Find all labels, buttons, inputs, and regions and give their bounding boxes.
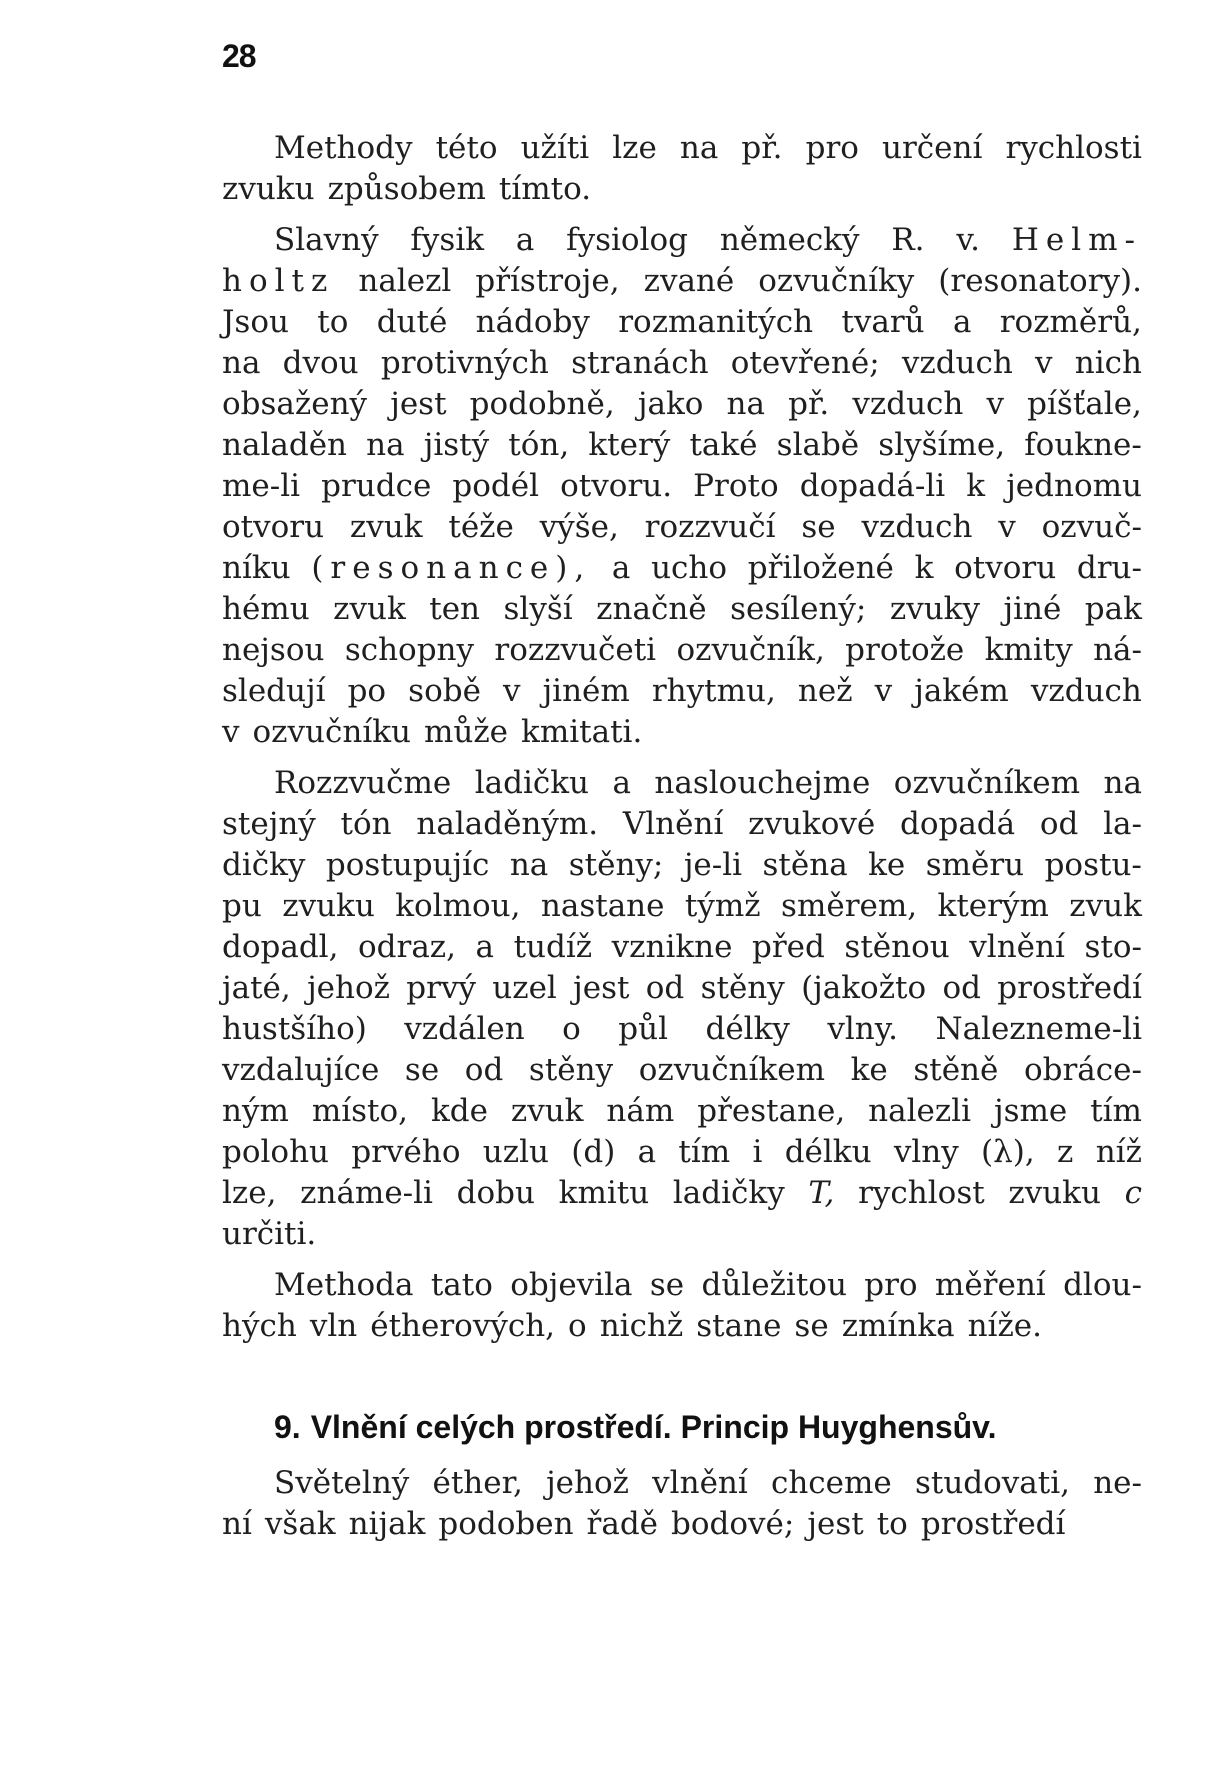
word: tím [678,1134,731,1170]
word: téže [448,509,514,545]
word: Helm- [1011,222,1142,258]
page-body [222,128,1142,1545]
word: Nalezneme-li [935,1011,1142,1047]
text-line [222,261,1142,302]
word: Methoda [274,1267,414,1303]
word: se [801,509,836,545]
word: jako [637,386,704,422]
word: zvuku [282,888,375,924]
word: naslouchejme [654,765,871,801]
word: nalezli [868,1093,972,1129]
word: měření [934,1267,1046,1303]
word: sobě [408,673,481,709]
word: tón [340,806,392,842]
word: značně [596,591,707,627]
word: zvukové [748,806,876,842]
word: ní [222,1506,252,1542]
word: v [502,673,521,709]
text-line [222,1306,1142,1347]
word: ladičky [672,1175,785,1211]
word: otevřené; [730,345,880,381]
word: níku [222,550,291,586]
word: hému [222,591,310,627]
word: jehož [307,970,390,1006]
paragraph [222,1265,1142,1347]
word: zmínka [841,1308,955,1344]
word: nejsou [222,632,325,668]
word: přiložené [747,550,894,586]
word: nijak [348,1506,426,1542]
text-line [222,1463,1142,1504]
word: způsobem [327,171,486,207]
word: rozzvučí [644,509,776,545]
text-line [222,845,1142,886]
text-line [222,507,1142,548]
word: určiti. [222,1216,317,1252]
word: polohu [222,1134,330,1170]
word: jiné [1003,591,1062,627]
word: v [222,714,240,750]
word: z [1057,1134,1074,1170]
word: prostředí [997,970,1142,1006]
text-line [222,804,1142,845]
text-line [222,763,1142,804]
word: zvuky [889,591,980,627]
word: ozvučník, [676,632,825,668]
word: schopny [344,632,475,668]
word: kde [430,1093,488,1129]
word: ten [429,591,481,627]
word: pro [864,1267,918,1303]
word: protože [845,632,965,668]
word: lze, [222,1175,277,1211]
text-line [222,343,1142,384]
word: vln [309,1308,358,1344]
word: v [998,509,1016,545]
word: (λ), [981,1134,1035,1170]
word: kterým [937,888,1049,924]
word: vzdalujíce [222,1052,380,1088]
word: stane [696,1308,782,1344]
word: v [1035,345,1053,381]
word: o [568,1308,587,1344]
word: německý [719,222,860,258]
word: vlny. [827,1011,898,1047]
word: pu [222,888,262,924]
word: bodové; [671,1506,795,1542]
word: také [689,427,758,463]
paragraph-gap [222,210,1142,220]
word: zvuk [510,1093,584,1129]
word: ke [850,1052,888,1088]
word: v [874,673,893,709]
word: rychlost [858,1175,985,1211]
word: je-li [683,847,743,883]
text-line [222,1214,1142,1255]
text-line [222,128,1142,169]
word: na [366,427,405,463]
paragraph [222,1463,1142,1545]
word: zvané [643,263,735,299]
word: se [794,1308,829,1344]
word: přestane, [697,1093,846,1129]
text-line [222,671,1142,712]
text-line [222,712,1142,753]
word: hustšího) [222,1011,367,1047]
word: řadě [586,1506,659,1542]
paragraph-gap [222,753,1142,763]
word: níže. [967,1308,1042,1344]
word: od [1039,806,1079,842]
word: rozměrů, [999,304,1142,340]
word: kmitati. [521,714,643,750]
text-line [222,1009,1142,1050]
word: dopadá-li [799,468,946,504]
page-number: 28 [222,38,256,74]
word: v [986,386,1005,422]
word: půl [618,1011,669,1047]
word: vznikne [611,929,733,965]
word: tímto. [498,171,592,207]
word: foukne- [1024,427,1142,463]
word: na [222,345,261,381]
word: tvarů [841,304,925,340]
paragraphs [222,128,1142,1347]
word: prostředí [920,1506,1066,1542]
word: uzlu [482,1134,549,1170]
word: kmity [984,632,1073,668]
word: podoben [438,1506,574,1542]
paragraph [222,128,1142,210]
word: na [1103,765,1142,801]
word: vzdálen [404,1011,525,1047]
word: a [475,929,495,965]
text-line [222,466,1142,507]
word: týmž [684,888,761,924]
word: ozvučníkem [893,765,1081,801]
word: dičky [222,847,306,883]
word: a [637,1134,657,1170]
word: dlou- [1063,1267,1142,1303]
word: na [679,130,719,166]
word: píšťale, [1027,386,1142,422]
text-line [222,886,1142,927]
word: stěny [700,970,785,1006]
word: jistý [423,427,490,463]
word: rychlosti [1005,130,1142,166]
text-line [222,548,1142,589]
text-line [222,1132,1142,1173]
word: prudce [321,468,432,504]
word: než [797,673,853,709]
word: duté [376,304,448,340]
word: tím [1090,1093,1142,1129]
word: jest [390,386,447,422]
word: zvuku [222,171,315,207]
section-title: Vlnění celých prostředí. Princip Huyghensův. [310,1409,997,1445]
word: stěna [762,847,848,883]
word: Rozzvučme [274,765,452,801]
word: zvuku [1008,1175,1101,1211]
word: a [515,222,535,258]
word: (resonatory). [938,263,1142,299]
word: níž [1095,1134,1142,1170]
word: postu- [1044,847,1142,883]
word: ladičku [474,765,589,801]
word: před [752,929,825,965]
word: ozvuč- [1041,509,1142,545]
word: me-li [222,468,301,504]
word: směrem, [781,888,918,924]
word: Slavný [274,222,379,258]
word: jakém [914,673,1009,709]
word: nám [606,1093,675,1129]
word: chceme [770,1465,892,1501]
word: na [509,847,549,883]
word: vlnění [652,1465,748,1501]
word: kmitu [558,1175,650,1211]
word: ným [222,1093,289,1129]
section-paragraphs [222,1463,1142,1545]
text-line [222,589,1142,630]
word: určení [882,130,983,166]
word: př. [741,130,783,166]
word: Světelný [274,1465,410,1501]
word: ná- [1093,632,1142,668]
word: o [562,1011,581,1047]
word: slyší [503,591,573,627]
word: vlny [893,1134,959,1170]
word: podobně, [469,386,615,422]
word: sesílený; [730,591,867,627]
word: ozvučníky [758,263,915,299]
text-line [222,169,1142,210]
word: otvoru. [560,468,673,504]
word: této [435,130,498,166]
word: étherových, [370,1308,556,1344]
word: sto- [1084,929,1142,965]
word: výše, [539,509,619,545]
word: pak [1084,591,1142,627]
word: jiném [542,673,630,709]
word: otvoru [222,509,325,545]
word: však [264,1506,336,1542]
word: pro [805,130,859,166]
word: Proto [693,468,779,504]
text-line [222,220,1142,261]
word: ne- [1093,1465,1142,1501]
word: uzel [492,970,557,1006]
word: který [588,427,671,463]
word: holtz [222,263,335,299]
word: délku [784,1134,872,1170]
word: (jakožto [801,970,927,1006]
word: fysiolog [566,222,689,258]
word: ozvučníku [252,714,411,750]
word: tudíž [513,929,593,965]
word: (resonance), [311,550,592,586]
word: odraz, [358,929,456,965]
word: prvý [406,970,476,1006]
word: lze [612,130,657,166]
word: to [876,1506,908,1542]
word: tón, [508,427,570,463]
word: nalezl [358,263,452,299]
word: éther, [432,1465,523,1501]
word: vzduch [1030,673,1142,709]
word: tato [430,1267,493,1303]
text-line [222,1173,1142,1214]
word: se [404,1052,440,1088]
word: vzduch [901,345,1013,381]
word: i [752,1134,763,1170]
word: stěny; [568,847,664,883]
word: nastane [540,888,665,924]
word: důležitou [701,1267,847,1303]
text-line [222,927,1142,968]
word: naladěn [222,427,347,463]
word: vzduch [852,386,964,422]
word: Vlnění [622,806,724,842]
word: vlnění [969,929,1065,965]
word: postupujíc [325,847,490,883]
word: fysik [410,222,485,258]
word: slabě [776,427,860,463]
word: Jsou [222,304,289,340]
word: rhytmu, [651,673,776,709]
word: sledují [222,673,326,709]
word: jsme [993,1093,1068,1129]
word: jaté, [222,970,291,1006]
word: c [1124,1175,1142,1211]
word: rozmanitých [618,304,814,340]
text-line [222,1091,1142,1132]
word: obsažený [222,386,368,422]
word: vzduch [861,509,973,545]
word: k [966,468,986,504]
text-line [222,630,1142,671]
word: užíti [520,130,590,166]
word: stěnou [844,929,950,965]
word: dru- [1076,550,1142,586]
word: to [317,304,349,340]
word: studovati, [914,1465,1071,1501]
word: kolmou, [395,888,521,924]
word: stranách [571,345,709,381]
text-line [222,1265,1142,1306]
word: T, [808,1175,835,1211]
word: od [645,970,685,1006]
word: jest [573,970,630,1006]
word: délky [705,1011,790,1047]
text-line [222,384,1142,425]
word: protivných [380,345,549,381]
word: zvuk [349,509,423,545]
word: Methody [274,130,413,166]
word: od [464,1052,504,1088]
word: jehož [546,1465,629,1501]
word: stejný [222,806,316,842]
word: stěně [913,1052,999,1088]
word: na [726,386,765,422]
word: objevila [510,1267,633,1303]
word: př. [788,386,830,422]
word: zvuk [1069,888,1142,924]
section-number: 9. [274,1409,301,1445]
word: ke [868,847,906,883]
word: může [423,714,509,750]
word: k [914,550,934,586]
word: se [649,1267,685,1303]
word: jest [807,1506,864,1542]
word: podél [452,468,540,504]
word: nádoby [475,304,590,340]
word: slyšíme, [878,427,1006,463]
word: v. [956,222,981,258]
word: dopadá [899,806,1016,842]
word: prvého [351,1134,461,1170]
word: ucho [651,550,728,586]
word: od [942,970,981,1006]
word: přístroje, [475,263,620,299]
paragraph-gap [222,1255,1142,1265]
word: otvoru [954,550,1057,586]
word: stěny [528,1052,614,1088]
word: la- [1103,806,1142,842]
word: dopadl, [222,929,339,965]
word: jednomu [1006,468,1142,504]
text-line [222,302,1142,343]
text-line [222,1504,1142,1545]
word: dobu [456,1175,535,1211]
word: hých [222,1308,297,1344]
word: směru [925,847,1025,883]
word: a [611,550,631,586]
word: R. [891,222,925,258]
word: ozvučníkem [638,1052,825,1088]
word: známe-li [300,1175,433,1211]
paragraph [222,220,1142,753]
word: po [347,673,387,709]
word: dvou [282,345,359,381]
section-heading [222,1405,1142,1449]
word: naladěným. [416,806,599,842]
word: nichž [599,1308,684,1344]
word: místo, [311,1093,409,1129]
word: obráce- [1023,1052,1142,1088]
word: nich [1074,345,1142,381]
word: a [952,304,972,340]
text-line [222,1050,1142,1091]
word: a [612,765,631,801]
word: (d) [571,1134,616,1170]
text-line [222,425,1142,466]
paragraph [222,763,1142,1255]
word: rozzvučeti [494,632,657,668]
text-line [222,968,1142,1009]
word: zvuk [333,591,406,627]
